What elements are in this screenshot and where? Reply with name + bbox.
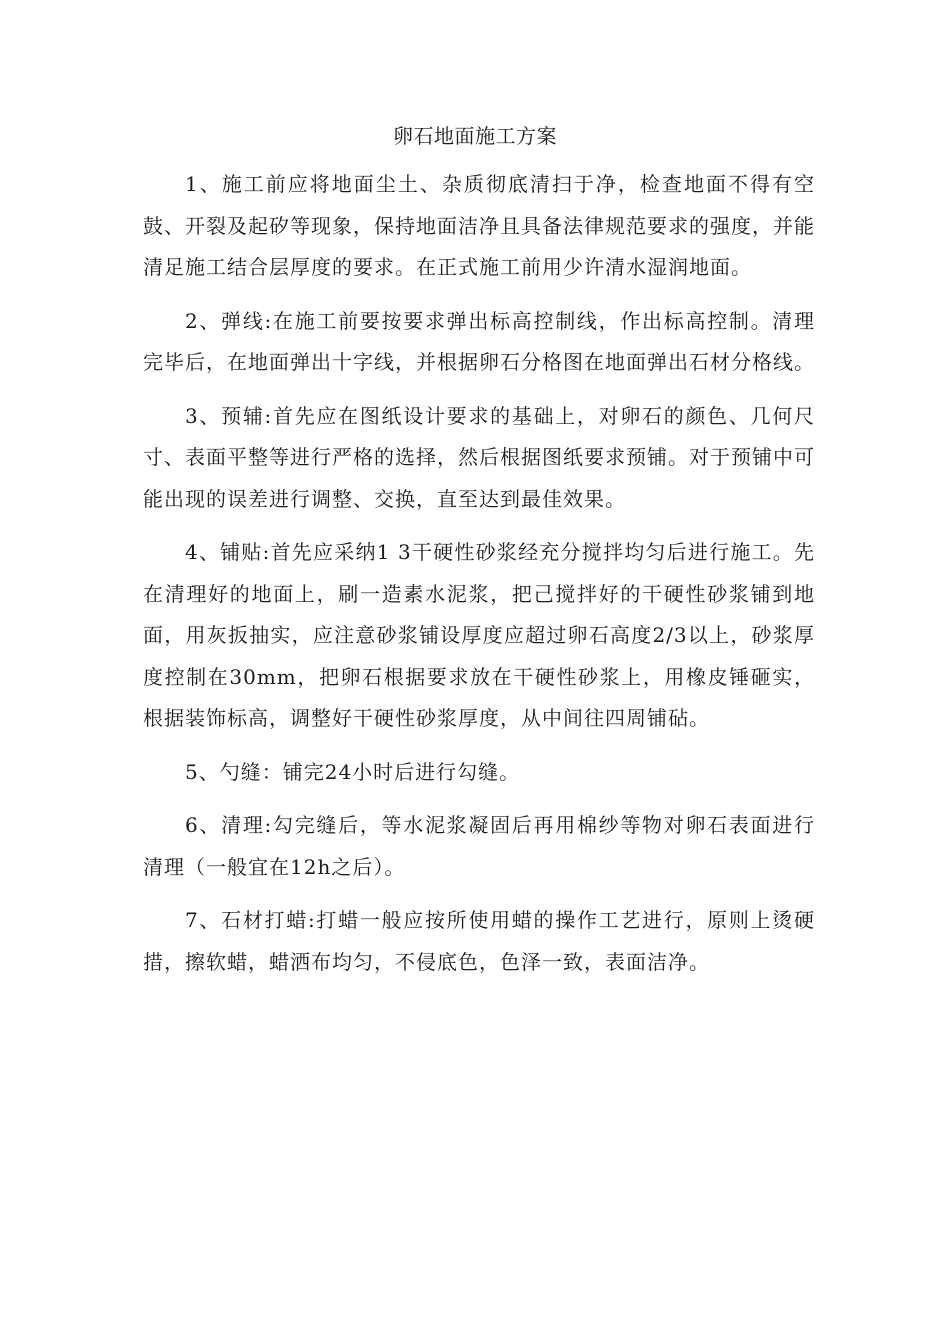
paragraph-7: 7、石材打蜡:打蜡一般应按所使用蜡的操作工艺进行，原则上烫硬措，擦软蜡，蜡洒布均匀，不侵底色，色泽一致，表面洁净。 xyxy=(143,908,815,974)
document-body xyxy=(143,164,815,995)
paragraph-2: 2、弹线:在施工前要按要求弹出标高控制线，作出标高控制。清理完毕后，在地面弹出十字线，并根据卵石分格图在地面弹出石材分格线。 xyxy=(143,308,815,374)
paragraph-3: 3、预辅:首先应在图纸设计要求的基础上，对卵石的颜色、几何尺寸、表面平整等进行严格的选择，然后根据图纸要求预铺。对于预铺中可能出现的误差进行调整、交换，直至达到最佳效果。 xyxy=(143,403,815,511)
paragraph-5: 5、勺缝：铺完24小时后进行勾缝。 xyxy=(185,759,521,784)
document-title: 卵石地面施工方案 xyxy=(393,124,557,148)
paragraph-1: 1、施工前应将地面尘土、杂质彻底清扫于净，检查地面不得有空鼓、开裂及起矽等现象，保持地面洁净且具备法律规范要求的强度，并能清足施工结合层厚度的要求。在正式施工前用少许清水湿润地面。 xyxy=(143,172,815,279)
paragraph-4: 4、铺贴:首先应采纳1 3干硬性砂浆经充分搅拌均匀后进行施工。先在清理好的地面上，刷一造素水泥浆，把己搅拌好的干硬性砂浆铺到地面，用灰扳抽实，应注意砂浆铺设厚度应超过卵石高度2/3以上，砂浆厚度控制在30mm，把卵石根据要求放在干硬性砂浆上，用橡皮锤砸实，根据装饰标高，调整好干硬性砂浆厚度，从中间往四周铺砧。 xyxy=(143,540,815,730)
paragraph-6: 6、清理:勾完缝后，等水泥浆凝固后再用棉纱等物对卵石表面进行清理（一般宜在12h之后）。 xyxy=(143,813,815,879)
